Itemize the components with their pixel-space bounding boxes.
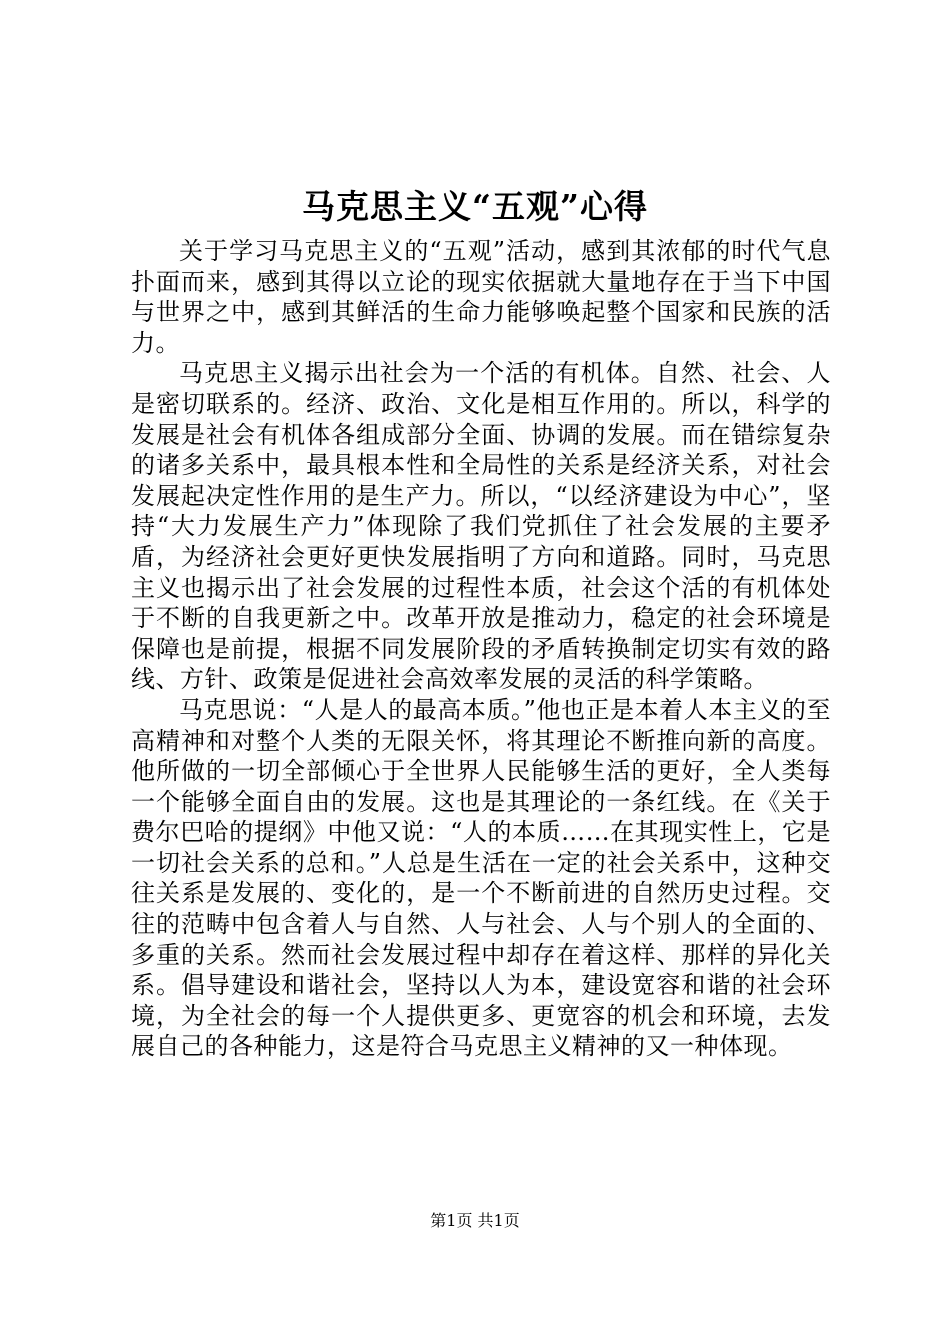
page-number-footer: 第1页 共1页	[430, 1211, 520, 1230]
paragraph-3: 马克思说：“人是人的最高本质。”他也正是本着人本主义的至高精神和对整个人类的无限关怀，将其理论不断推向新的高度。他所做的一切全部倾心于全世界人民能够生活的更好，全人类每一个能够全面自由的发展。这也是其理论的一条红线。在《关于费尔巴哈的提纲》中他又说：“人的本质……在其现实性上，它是一切社会关系的总和。”人总是生活在一定的社会关系中，这种交往关系是发展的、变化的，是一个不断前进的自然历史过程。交往的范畴中包含着人与自然、人与社会、人与个别人的全面的、多重的关系。然而社会发展过程中却存在着这样、那样的异化关系。倡导建设和谐社会，坚持以人为本，建设宽容和谐的社会环境，为全社会的每一个人提供更多、更宽容的机会和环境，去发展自己的各种能力，这是符合马克思主义精神的又一种体现。	[131, 695, 831, 1061]
paragraph-1: 关于学习马克思主义的“五观”活动，感到其浓郁的时代气息扑面而来，感到其得以立论的现实依据就大量地存在于当下中国与世界之中，感到其鲜活的生命力能够唤起整个国家和民族的活力。	[131, 237, 831, 357]
paragraph-2: 马克思主义揭示出社会为一个活的有机体。自然、社会、人是密切联系的。经济、政治、文化是相互作用的。所以，科学的发展是社会有机体各组成部分全面、协调的发展。而在错综复杂的诸多关系中，最具根本性和全局性的关系是经济关系，对社会发展起决定性作用的是生产力。所以，“以经济建设为中心”，坚持“大力发展生产力”体现除了我们党抓住了社会发展的主要矛盾，为经济社会更好更快发展指明了方向和道路。同时，马克思主义也揭示出了社会发展的过程性本质，社会这个活的有机体处于不断的自我更新之中。改革开放是推动力，稳定的社会环境是保障也是前提，根据不同发展阶段的矛盾转换制定切实有效的路线、方针、政策是促进社会高效率发展的灵活的科学策略。	[131, 359, 831, 694]
page-title: 马克思主义“五观”心得	[302, 187, 648, 226]
document-body	[131, 236, 831, 1062]
